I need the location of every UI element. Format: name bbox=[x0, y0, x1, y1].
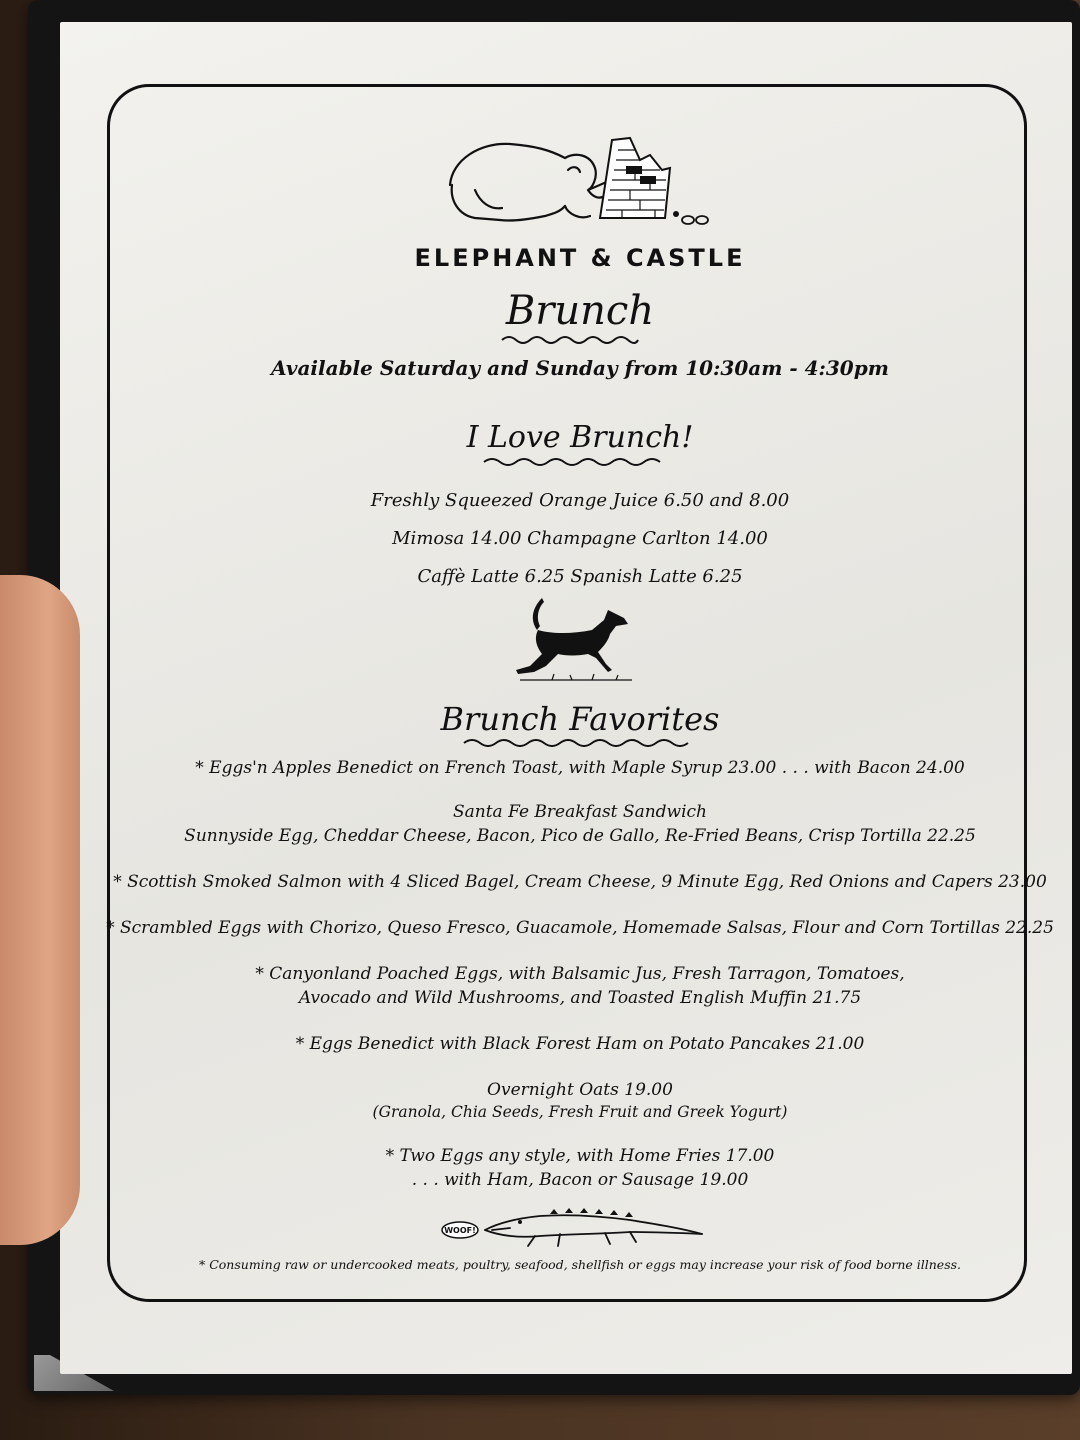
menu-item-name: Santa Fe Breakfast Sandwich bbox=[452, 802, 707, 822]
drink-line: Freshly Squeezed Orange Juice 6.50 and 8.00 bbox=[370, 490, 790, 511]
menu-item: * Scrambled Eggs with Chorizo, Queso Fresco, Guacamole, Homemade Salsas, Flour and Corn Tortillas 22.25 bbox=[106, 918, 1054, 938]
menu-item: * Eggs Benedict with Black Forest Ham on Potato Pancakes 21.00 bbox=[295, 1034, 865, 1054]
menu-item-name: Overnight Oats 19.00 bbox=[487, 1080, 673, 1100]
menu-item-description: . . . with Ham, Bacon or Sausage 19.00 bbox=[411, 1170, 749, 1190]
menu-item-name: * Two Eggs any style, with Home Fries 17.00 bbox=[385, 1146, 775, 1166]
drinks-underline-squiggle bbox=[482, 456, 662, 468]
dog-illustration-icon bbox=[512, 590, 637, 685]
menu-item-name: * Canyonland Poached Eggs, with Balsamic Jus, Fresh Tarragon, Tomatoes, bbox=[255, 964, 905, 984]
health-disclaimer: * Consuming raw or undercooked meats, poultry, seafood, shellfish or eggs may increase your risk of food borne illness. bbox=[198, 1257, 962, 1272]
elephant-castle-logo-icon bbox=[440, 130, 710, 240]
drink-line: Mimosa 14.00 Champagne Carlton 14.00 bbox=[392, 528, 768, 549]
gator-speech-text: WOOF! bbox=[444, 1226, 476, 1235]
drink-line: Caffè Latte 6.25 Spanish Latte 6.25 bbox=[417, 566, 743, 587]
menu-item: * Scottish Smoked Salmon with 4 Sliced Bagel, Cream Cheese, 9 Minute Egg, Red Onions and Capers 23.00 bbox=[113, 872, 1047, 892]
availability-text: Available Saturday and Sunday from 10:30am - 4:30pm bbox=[271, 356, 889, 380]
section-title-favorites: Brunch Favorites bbox=[440, 700, 720, 738]
menu-item-description: (Granola, Chia Seeds, Fresh Fruit and Greek Yogurt) bbox=[372, 1103, 788, 1121]
menu-item-description: Avocado and Wild Mushrooms, and Toasted English Muffin 21.75 bbox=[298, 988, 862, 1008]
menu-item: * Eggs'n Apples Benedict on French Toast, with Maple Syrup 23.00 . . . with Bacon 24.00 bbox=[195, 758, 965, 778]
section-title-drinks: I Love Brunch! bbox=[466, 420, 694, 455]
alligator-illustration-icon bbox=[440, 1200, 710, 1250]
logo-wordmark: ELEPHANT & CASTLE bbox=[414, 244, 746, 272]
favorites-underline-squiggle bbox=[462, 737, 694, 749]
menu-title: Brunch bbox=[505, 288, 655, 334]
title-underline-squiggle bbox=[500, 334, 640, 346]
menu-item-description: Sunnyside Egg, Cheddar Cheese, Bacon, Pico de Gallo, Re-Fried Beans, Crisp Tortilla 22.25 bbox=[184, 826, 976, 846]
